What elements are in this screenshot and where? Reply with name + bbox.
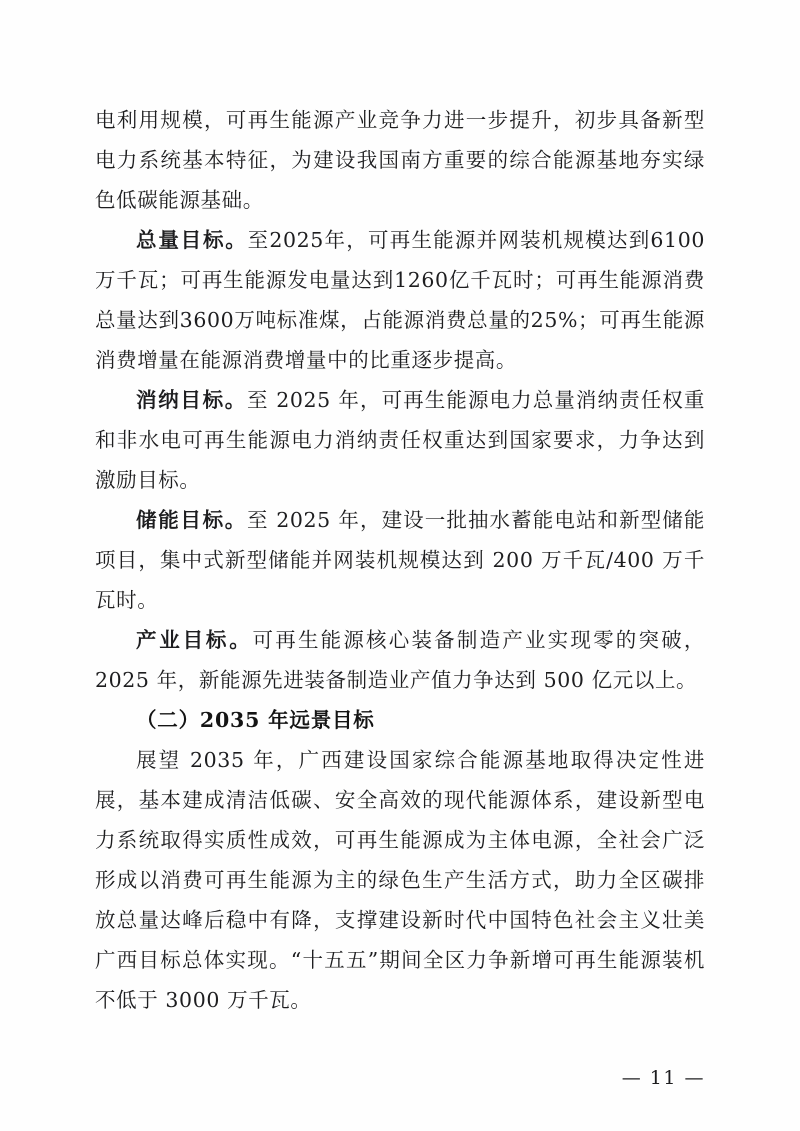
paragraph-total-volume-target xyxy=(95,220,705,380)
paragraph-lead-label: 总量目标。 xyxy=(136,228,248,252)
paragraph-continuation xyxy=(95,100,705,220)
section-heading-2035-vision: （二）2035 年远景目标 xyxy=(136,708,375,732)
paragraph-text: 电利用规模，可再生能源产业竞争力进一步提升，初步具备新型电力系统基本特征，为建设我国南方重要的综合能源基地夯实绿色低碳能源基础。 xyxy=(95,108,705,212)
paragraph-lead-label: 储能目标。 xyxy=(136,508,247,532)
paragraph-lead-label: 产业目标。 xyxy=(136,628,253,652)
document-body xyxy=(95,100,705,1020)
paragraph-lead-label: 消纳目标。 xyxy=(136,388,247,412)
paragraph-text: 展望 2035 年，广西建设国家综合能源基地取得决定性进展，基本建成清洁低碳、安全高效的现代能源体系，建设新型电力系统取得实质性成效，可再生能源成为主体电源，全社会广泛形成以消费可再生能源为主的绿色生产生活方式，助力全区碳排放总量达峰后稳中有降，支撑建设新时代中国特色社会主义壮美广西目标总体实现。“十五五”期间全区力争新增可再生能源装机不低于 3000 万千瓦。 xyxy=(95,748,705,1012)
paragraph-industry-target xyxy=(95,620,705,700)
paragraph-text: 至 2025 年，可再生能源电力总量消纳责任权重和非水电可再生能源电力消纳责任权重达到国家要求，力争达到激励目标。 xyxy=(95,388,706,492)
page-number: — 11 — xyxy=(621,1067,705,1089)
paragraph-vision-2035 xyxy=(95,740,705,1020)
paragraph-text: 可再生能源核心装备制造产业实现零的突破，2025 年，新能源先进装备制造业产值力争达到 500 亿元以上。 xyxy=(95,628,706,692)
paragraph-storage-target xyxy=(95,500,705,620)
paragraph-consumption-target xyxy=(95,380,705,500)
paragraph-text: 至 2025 年，建设一批抽水蓄能电站和新型储能项目，集中式新型储能并网装机规模达到 200 万千瓦/400 万千瓦时。 xyxy=(95,508,706,612)
paragraph-text: 至2025年，可再生能源并网装机规模达到6100万千瓦；可再生能源发电量达到1260亿千瓦时；可再生能源消费总量达到3600万吨标准煤，占能源消费总量的25%；可再生能源消费增量在能源消费增量中的比重逐步提高。 xyxy=(95,228,705,372)
